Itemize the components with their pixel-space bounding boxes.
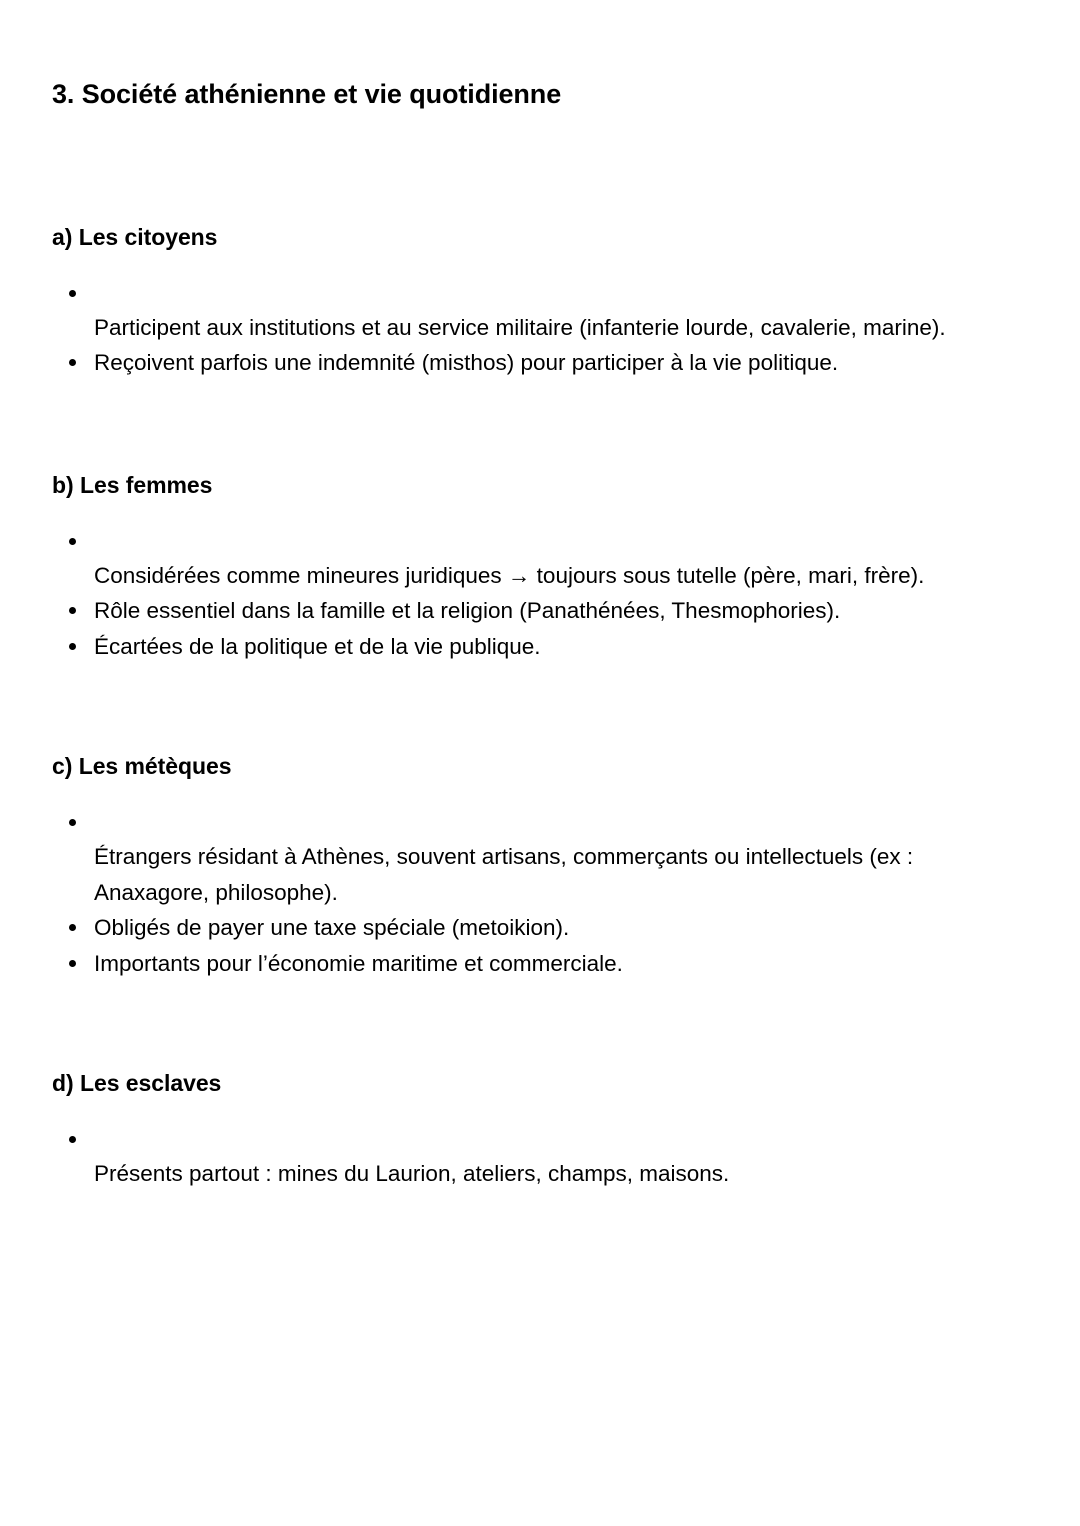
list-item bbox=[52, 1122, 1028, 1192]
bullet-spacer bbox=[94, 524, 1028, 558]
list-item bbox=[52, 345, 1028, 381]
spacer bbox=[52, 1099, 1028, 1122]
section-les-femmes bbox=[52, 381, 1028, 665]
list-item-text: Considérées comme mineures juridiques → toujours sous tutelle (père, mari, frère). bbox=[94, 562, 925, 588]
list-item-text: Rôle essentiel dans la famille et la religion (Panathénées, Thesmophories). bbox=[94, 598, 841, 624]
page-title: 3. Société athénienne et vie quotidienne bbox=[52, 79, 562, 109]
list-item bbox=[52, 629, 1028, 665]
list-item bbox=[52, 910, 1028, 946]
section-heading-a: a) Les citoyens bbox=[52, 223, 218, 250]
section-heading-c: c) Les métèques bbox=[52, 753, 232, 780]
list-item bbox=[52, 593, 1028, 629]
spacer bbox=[52, 782, 1028, 805]
section-les-meteques bbox=[52, 664, 1028, 981]
bullet-spacer bbox=[94, 1122, 1028, 1156]
list-item-text: Importants pour l’économie maritime et commerciale. bbox=[94, 950, 623, 976]
spacer bbox=[52, 253, 1028, 276]
list-item bbox=[52, 524, 1028, 594]
list-item-text: Obligés de payer une taxe spéciale (metoikion). bbox=[94, 915, 570, 941]
bullet-spacer bbox=[94, 276, 1028, 310]
list-item-text: Participent aux institutions et au service militaire (infanterie lourde, cavalerie, marine). bbox=[94, 314, 946, 340]
list-item bbox=[52, 276, 1028, 346]
section-les-citoyens bbox=[52, 112, 1028, 381]
list-item bbox=[52, 805, 1028, 910]
list-item-text: Étrangers résidant à Athènes, souvent artisans, commerçants ou intellectuels (ex : Anaxagore, philosophe). bbox=[94, 844, 914, 905]
bullet-list-a bbox=[52, 276, 1028, 381]
section-heading-d: d) Les esclaves bbox=[52, 1070, 222, 1097]
section-les-esclaves bbox=[52, 981, 1028, 1191]
list-item bbox=[52, 946, 1028, 982]
list-item-text: Reçoivent parfois une indemnité (misthos) pour participer à la vie politique. bbox=[94, 350, 839, 376]
bullet-list-d bbox=[52, 1122, 1028, 1192]
list-item-text: Présents partout : mines du Laurion, ateliers, champs, maisons. bbox=[94, 1161, 730, 1187]
bullet-list-b bbox=[52, 524, 1028, 665]
spacer bbox=[52, 501, 1028, 524]
bullet-list-c bbox=[52, 805, 1028, 981]
list-item-text: Écartées de la politique et de la vie publique. bbox=[94, 633, 541, 659]
section-heading-b: b) Les femmes bbox=[52, 471, 213, 498]
bullet-spacer bbox=[94, 805, 1028, 839]
